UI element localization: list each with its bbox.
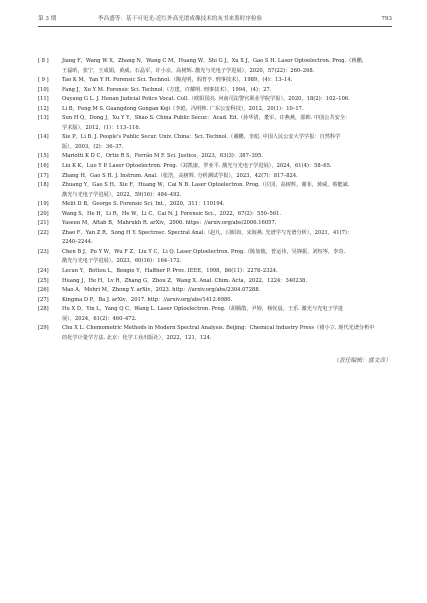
reference-text-line: Sun H Q，Dong J，Xu Y Y，Shao S. China Public Secur.：Acad. Ed.（孙华清，董军，许燕燕，邵帅. 中国公共安全： <box>62 115 351 122</box>
reference-number: [28] <box>38 306 49 313</box>
reference-number: [26] <box>38 287 49 294</box>
reference-item <box>38 286 392 296</box>
reference-text-line: Kingma D P，Ba J. arXiv，2017. http：//arxiv.org/abs/1412.6980. <box>62 296 233 303</box>
reference-text-line: Mao A，Mohri M，Zhong Y. arXiv，2023. http：//arxiv.org/abs/2304.07288. <box>62 287 261 294</box>
reference-text-line: Wang S，He H，Li R，He W，Li C，Cai N. J. Forensic Sci.，2022，67(2)：550–561. <box>62 210 282 217</box>
reference-item <box>38 86 392 96</box>
reference-text-line: Ouyang G L. J. Henan Judicial Police Vocat. Coll.（欧阳国亮. 河南司法警官职业学院学报），2020，18(2)：102–106. <box>62 96 350 103</box>
reference-item <box>38 162 392 172</box>
running-title: 李昌盛等：基于可见光-近红外高光谱成像技术的灰书来墨时序检验 <box>98 16 263 22</box>
reference-text-line: 王磊昕，张宁，王成娟，黄威，石晶军，许小京，高树辉. 激光与光电子学进展），2020，57(22)：260–268. <box>62 67 315 74</box>
reference-text-line: 展），2024，61(2)：460–472. <box>62 315 137 322</box>
reference-item <box>38 114 392 133</box>
reference-number: [14] <box>38 134 49 141</box>
reference-number: [ 8 ] <box>38 58 49 64</box>
reference-number: [16] <box>38 163 49 170</box>
reference-item <box>38 305 392 324</box>
reference-number: [23] <box>38 248 49 255</box>
reference-text-line: 激光与光电子学进展），2022，59(16)：484–492. <box>62 191 182 198</box>
reference-number: [29] <box>38 325 49 332</box>
reference-item <box>38 219 392 229</box>
reference-text-line: Tao K M，Yan Y H. Forensic Sci. Technol.（陶克明，阎育亨. 刑事技术），1989，(4)：13–14. <box>62 77 293 84</box>
reference-text-line: Zhuang Y，Gao S H，Xie F，Huang W，Cai N B. Laser Optoelectron. Prog.（庄园，高树辉，谢菲，黄威，蔡能斌. <box>62 182 350 189</box>
reference-number: [13] <box>38 115 49 122</box>
issue-number: 第 3 期 <box>38 16 57 22</box>
reference-item <box>38 76 392 86</box>
responsible-editor: （责任编辑：盛文彦） <box>333 358 391 364</box>
reference-list <box>38 57 392 343</box>
reference-number: [25] <box>38 277 49 284</box>
reference-text-line: Fang J，Xu Y M. Forensic Sci. Technol.（方建，许耀明. 刑事技术），1994，(4)：27. <box>62 86 272 93</box>
reference-text-line: 2240–2244. <box>62 239 93 246</box>
reference-text-line: Hu X D，Yin L，Yang Q C，Wang L. Laser Optoelectron. Prog.（胡腾散，尹婷，杨钦晨，王乐. 激光与光电子学进 <box>62 306 344 313</box>
reference-text-line: Chu X L. Chemometric Methods in Modern Spectral Analysis. Beijing：Chemical Industry Press（褚小立. 现代光谱分析中 <box>62 325 375 332</box>
reference-number: [18] <box>38 182 49 189</box>
reference-item <box>38 200 392 210</box>
reference-text-line: Yaseen M，Aftab B，Mahrukh R. arXiv，2006. https：//arxiv.org/abs/2006.16057. <box>62 220 277 227</box>
reference-item <box>38 181 392 200</box>
reference-text-line: Zhao F，Yan Z R，Song H Y. Spectrosc. Spectral Anal.（赵凡，闫昭如，宋海燕. 光谱学与光谱分析），2021，41(7)： <box>62 229 353 236</box>
reference-text-line: Jiang F，Wang W X，Zhang N，Wang C M，Huang W，Shi G J，Xu X J，Gao S H. Laser Optoelectron. Prog.（蒋鹏， <box>62 58 367 64</box>
reference-number: [10] <box>38 86 49 93</box>
reference-text-line: 的化学计量学方法. 北京：化学工业出版社），2022，121，124. <box>62 334 212 341</box>
page-number: 793 <box>381 16 392 22</box>
header-rule <box>38 26 392 27</box>
reference-number: [20] <box>38 210 49 217</box>
reference-number: [27] <box>38 296 49 303</box>
reference-item <box>38 267 392 277</box>
reference-item <box>38 296 392 306</box>
reference-item <box>38 277 392 287</box>
reference-text-line: 版），2003，(2)：36–37. <box>62 143 124 150</box>
reference-number: [ 9 ] <box>38 77 49 84</box>
reference-text-line: Mariotti K D C，Ortiz R S，Ferrão M F. Sci. Justice，2023，63(3)：387–395. <box>62 153 264 160</box>
reference-number: [24] <box>38 268 49 275</box>
reference-number: [11] <box>38 96 49 103</box>
reference-text-line: 学术版），2012，(1)：113–116. <box>62 124 141 131</box>
reference-text-line: 激光与光电子学进展），2023，60(16)：164–172. <box>62 258 182 265</box>
reference-number: [15] <box>38 153 49 160</box>
running-header <box>38 14 392 24</box>
reference-text-line: Melit D B，George S. Forensic Sci. Int.，2020，311：110194. <box>62 201 225 208</box>
reference-text-line: Zhang H，Gao S H. J. Instrum. Anal.（张浩，高树辉. 分析测试学报），2023，42(7)：817–824. <box>62 172 298 179</box>
reference-text-line: Lecun Y，Bottou L，Bengio Y，Haffner P. Proc. IEEE，1998，86(11)：2278–2324. <box>62 268 278 275</box>
reference-number: [21] <box>38 220 49 227</box>
reference-text-line: Chen B J，Pu Y W，Wu F Z，Liu Y C，Li Q. Laser Optoelectron. Prog.（陈加俊，普运伟，吴锋振，刘恒岑，李奇. <box>62 248 346 255</box>
reference-item <box>38 248 392 267</box>
reference-item <box>38 57 392 76</box>
reference-item <box>38 95 392 105</box>
reference-number: [17] <box>38 172 49 179</box>
reference-item <box>38 105 392 115</box>
reference-text-line: Huang J，He H，Lv R，Zhang G，Zhou Z，Wang X. Anal. Chim. Acta，2022，1224：340238. <box>62 277 307 284</box>
reference-text-line: Xie P，Li B. J. People's Public Secur. Univ. China：Sci. Technol.（谢鹏，李彪. 中国人民公安大学学报：自然科学 <box>62 134 341 141</box>
reference-item <box>38 210 392 220</box>
reference-item <box>38 229 392 248</box>
reference-number: [22] <box>38 229 49 236</box>
reference-item <box>38 172 392 182</box>
reference-item <box>38 152 392 162</box>
reference-item <box>38 133 392 152</box>
reference-number: [12] <box>38 105 49 112</box>
reference-item <box>38 324 392 343</box>
reference-number: [19] <box>38 201 49 208</box>
reference-text-line: Liu K K，Luo Y P. Laser Optoelectron. Prog.（刘凯康，罗亚平. 激光与光电子学进展），2024，61(4)：58–65. <box>62 163 332 170</box>
reference-text-line: Li B，Feng M S. Guangdong Gongan Keji（李彪，冯明帅. 广东公安科技），2012，20(1)：10–17. <box>62 105 304 112</box>
